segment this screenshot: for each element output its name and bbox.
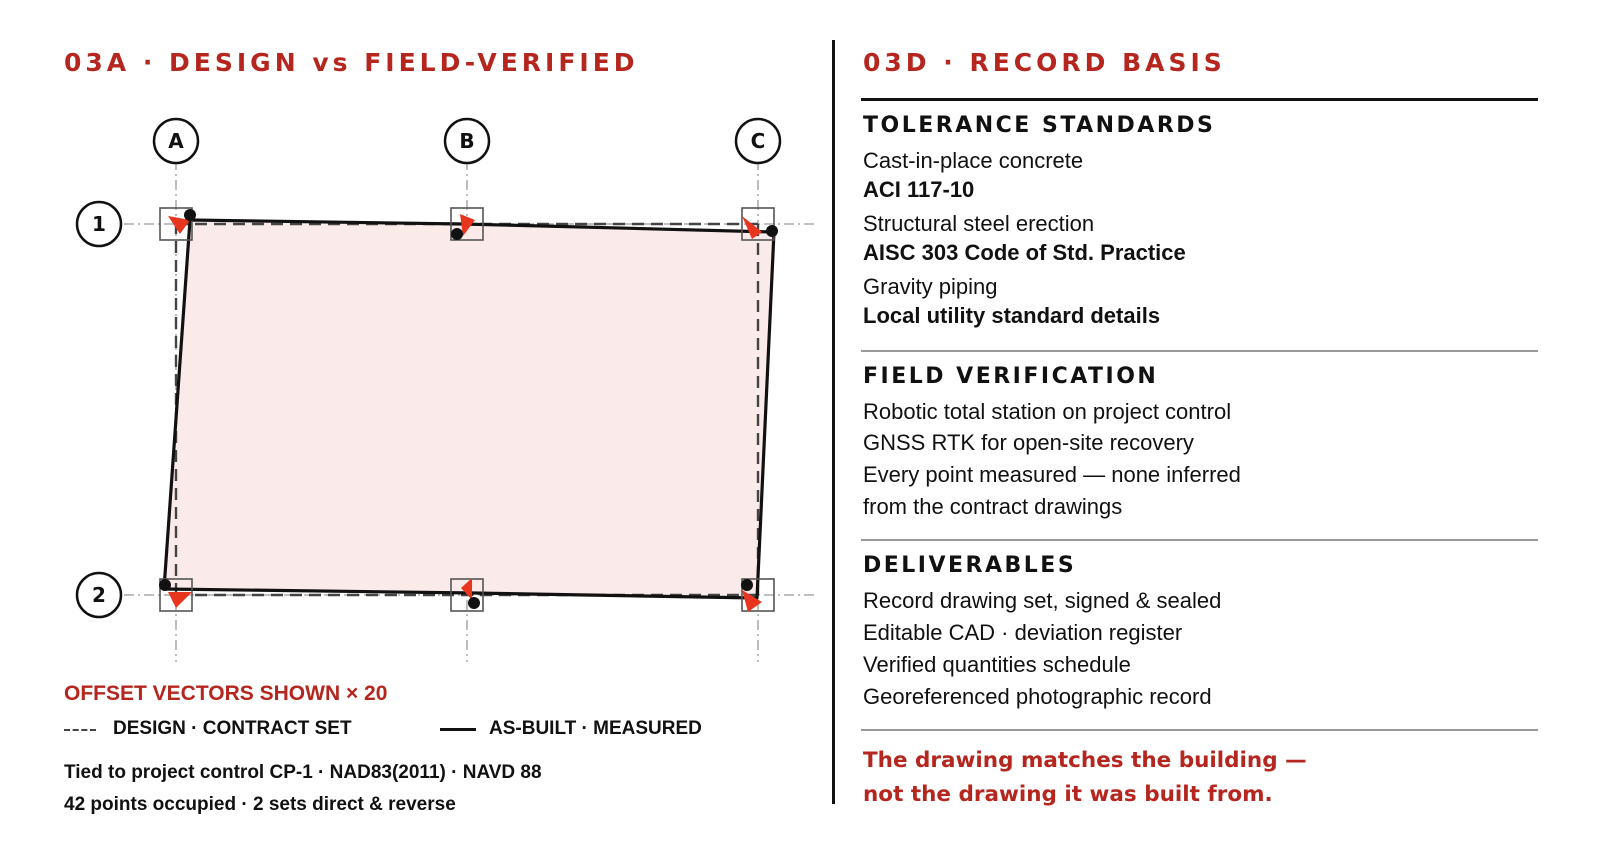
panel-divider: [832, 40, 835, 804]
design-legend-swatch: [64, 729, 96, 731]
asbuilt-legend-swatch: [440, 728, 476, 731]
section-rule-2: [861, 539, 1538, 541]
measured-point-a2: [159, 579, 171, 591]
grid-label-c: C: [750, 129, 766, 153]
tolerance-heading: TOLERANCE STANDARDS: [863, 113, 1216, 138]
deliverables-heading: DELIVERABLES: [863, 553, 1077, 578]
asbuilt-legend-label: AS-BUILT · MEASURED: [489, 718, 702, 739]
measured-point-a1: [184, 209, 196, 221]
design-vs-field-diagram: [0, 0, 830, 680]
grid-bubble-a: [154, 119, 198, 163]
deliverable-3: Verified quantities schedule: [863, 652, 1131, 677]
field-line-3: Every point measured — none inferred: [863, 462, 1241, 487]
measured-point-c1: [766, 225, 778, 237]
left-section-title: 03A · DESIGN vs FIELD-VERIFIED: [64, 48, 639, 77]
measured-point-b1: [451, 228, 463, 240]
grid-label-b: B: [459, 129, 475, 153]
section-rule-3: [861, 729, 1538, 731]
tolerance-label-concrete: Cast-in-place concrete: [863, 148, 1084, 173]
offset-vector-a2: [168, 592, 192, 608]
closing-line-2: not the drawing it was built from.: [863, 782, 1273, 807]
tolerance-standard-piping: Local utility standard details: [863, 303, 1161, 328]
field-line-2: GNSS RTK for open-site recovery: [863, 430, 1194, 455]
grid-bubble-b: [445, 119, 489, 163]
offset-vectors-label: OFFSET VECTORS SHOWN × 20: [64, 682, 388, 705]
as-built-fill: [164, 220, 774, 598]
title-rule: [861, 98, 1538, 101]
grid-bubble-1: [77, 202, 121, 246]
right-section-title: 03D · RECORD BASIS: [863, 48, 1226, 77]
design-legend-label: DESIGN · CONTRACT SET: [113, 718, 352, 739]
grid-label-a: A: [168, 129, 184, 153]
grid-label-2: 2: [92, 583, 106, 607]
points-note: 42 points occupied · 2 sets direct & reverse: [64, 794, 456, 815]
tolerance-label-piping: Gravity piping: [863, 274, 998, 299]
measured-point-c2: [741, 579, 753, 591]
tolerance-label-steel: Structural steel erection: [863, 211, 1095, 236]
closing-line-1: The drawing matches the building —: [863, 748, 1307, 773]
deliverable-1: Record drawing set, signed & sealed: [863, 588, 1222, 613]
tolerance-standard-steel: AISC 303 Code of Std. Practice: [863, 240, 1186, 265]
deliverable-2: Editable CAD · deviation register: [863, 620, 1183, 645]
grid-bubble-2: [77, 573, 121, 617]
field-line-4: from the contract drawings: [863, 494, 1123, 519]
field-line-1: Robotic total station on project control: [863, 399, 1232, 424]
grid-label-1: 1: [92, 212, 106, 236]
field-heading: FIELD VERIFICATION: [863, 364, 1159, 389]
control-note: Tied to project control CP-1 · NAD83(2011) · NAVD 88: [64, 762, 542, 783]
measured-point-b2: [468, 597, 480, 609]
grid-bubble-c: [736, 119, 780, 163]
deliverable-4: Georeferenced photographic record: [863, 684, 1212, 709]
tolerance-standard-concrete: ACI 117-10: [863, 177, 975, 202]
section-rule-1: [861, 350, 1538, 352]
